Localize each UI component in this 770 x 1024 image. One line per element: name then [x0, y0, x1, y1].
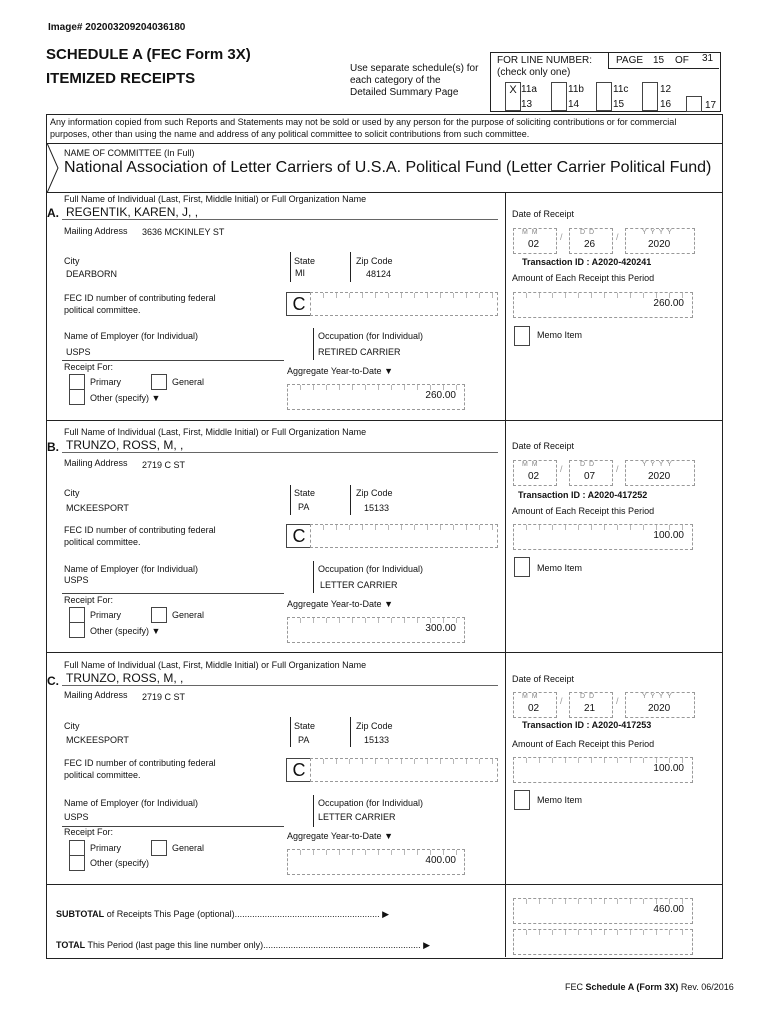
employer-value: USPS — [64, 812, 89, 822]
entry-letter: A. — [47, 206, 59, 220]
aggregate-value: 400.00 — [425, 855, 456, 866]
subtotal-input[interactable] — [513, 898, 693, 924]
receipt-for-label: Receipt For: — [64, 362, 114, 372]
fec-id-input[interactable] — [310, 292, 498, 316]
fec-id-label: FEC ID number of contributing federal political committee. — [64, 758, 216, 780]
zip-label: Zip Code — [356, 721, 393, 731]
state-value: PA — [298, 502, 310, 512]
memo-label: Memo Item — [537, 563, 583, 573]
date-of-receipt-label: Date of Receipt — [512, 441, 575, 451]
employer-label: Name of Employer (for Individual) — [64, 331, 199, 341]
occupation-label: Occupation (for Individual) — [318, 798, 424, 808]
line-14-label: 14 — [568, 99, 580, 110]
line-13-label: 13 — [521, 99, 533, 110]
other-checkbox[interactable] — [69, 856, 85, 871]
date-of-receipt-label: Date of Receipt — [512, 209, 575, 219]
checkbox-line-13[interactable] — [505, 96, 521, 111]
other-label: Other (specify) — [90, 858, 150, 868]
date-of-receipt-label: Date of Receipt — [512, 674, 575, 684]
line-12-label: 12 — [660, 84, 672, 95]
employer-label: Name of Employer (for Individual) — [64, 798, 199, 808]
committee-name: National Association of Letter Carriers of U.S.A. Political Fund (Letter Carrier Political Fund) — [64, 159, 712, 176]
zip-label: Zip Code — [356, 488, 393, 498]
memo-label: Memo Item — [537, 795, 583, 805]
mailing-label: Mailing Address — [64, 690, 128, 700]
primary-label: Primary — [90, 610, 121, 620]
other-checkbox[interactable] — [69, 390, 85, 405]
month-value: 02 — [528, 239, 540, 250]
contributor-name: TRUNZO, ROSS, M, , — [66, 438, 184, 452]
day-input[interactable]: D D 26 — [569, 228, 613, 254]
line-16-label: 16 — [660, 99, 672, 110]
page-label: PAGE — [616, 55, 644, 66]
schedule-instructions: Use separate schedule(s) for each category of the Detailed Summary Page — [350, 63, 479, 98]
occupation-value: LETTER CARRIER — [320, 580, 398, 590]
fec-id-c-box: C — [286, 758, 312, 782]
fec-id-c-box: C — [286, 292, 312, 316]
year-input[interactable]: Y Y Y Y 2020 — [625, 692, 695, 718]
employer-label: Name of Employer (for Individual) — [64, 564, 199, 574]
general-checkbox[interactable] — [151, 840, 167, 856]
occupation-value: LETTER CARRIER — [318, 812, 396, 822]
state-label: State — [294, 488, 316, 498]
amount-input[interactable] — [513, 757, 693, 783]
amount-label: Amount of Each Receipt this Period — [512, 739, 655, 749]
caret-down-icon: ▼ — [384, 599, 394, 609]
month-value: 02 — [528, 471, 540, 482]
zip-value: 15133 — [364, 735, 390, 745]
day-value: 26 — [584, 239, 596, 250]
committee-label: NAME OF COMMITTEE (In Full) — [64, 148, 195, 158]
subtotal-value: 460.00 — [653, 904, 684, 915]
aggregate-input[interactable] — [287, 617, 465, 643]
arrow-right-icon: ▶ — [423, 940, 431, 950]
amount-label: Amount of Each Receipt this Period — [512, 273, 655, 283]
year-value: 2020 — [648, 471, 671, 482]
form-title: SCHEDULE A (FEC Form 3X) — [46, 46, 251, 63]
total-label: TOTAL — [56, 940, 86, 950]
total-description: This Period (last page this line number only)............................................................... — [87, 940, 421, 950]
aggregate-value: 260.00 — [425, 390, 456, 401]
aggregate-label: Aggregate Year-to-Date — [287, 366, 382, 376]
caret-down-icon: ▼ — [151, 626, 161, 636]
year-input[interactable]: Y Y Y Y 2020 — [625, 228, 695, 254]
day-value: 21 — [584, 703, 596, 714]
general-checkbox[interactable] — [151, 607, 167, 623]
occupation-label: Occupation (for Individual) — [318, 331, 424, 341]
general-label: General — [172, 377, 205, 387]
full-name-label: Full Name of Individual (Last, First, Middle Initial) or Full Organization Name — [64, 427, 367, 437]
employer-value: USPS — [64, 575, 89, 585]
transaction-id: Transaction ID : A2020-420241 — [522, 257, 652, 267]
city-label: City — [64, 488, 80, 498]
subtotal-label: SUBTOTAL — [56, 909, 105, 919]
checkbox-line-15[interactable] — [596, 96, 612, 111]
entry-letter: C. — [47, 674, 59, 688]
primary-checkbox[interactable] — [69, 840, 85, 856]
of-label: OF — [675, 55, 689, 66]
memo-label: Memo Item — [537, 330, 583, 340]
occupation-label: Occupation (for Individual) — [318, 564, 424, 574]
amount-input[interactable] — [513, 524, 693, 550]
employer-value: USPS — [66, 347, 91, 357]
memo-checkbox[interactable] — [514, 790, 530, 810]
day-value: 07 — [584, 471, 596, 482]
aggregate-value: 300.00 — [425, 623, 456, 634]
check-only-one: (check only one) — [497, 67, 571, 78]
total-row — [56, 940, 430, 951]
line-11b-label: 11b — [568, 84, 584, 95]
state-label: State — [294, 256, 316, 266]
transaction-id: Transaction ID : A2020-417253 — [522, 720, 652, 730]
total-input[interactable] — [513, 929, 693, 955]
subtotal-row — [56, 909, 389, 920]
general-checkbox[interactable] — [151, 374, 167, 390]
aggregate-label: Aggregate Year-to-Date — [287, 831, 382, 841]
footer: FEC Schedule A (Form 3X) Rev. 06/2016 — [565, 982, 734, 992]
other-checkbox[interactable] — [69, 623, 85, 638]
year-value: 2020 — [648, 239, 671, 250]
other-label: Other (specify) — [90, 393, 150, 403]
memo-checkbox[interactable] — [514, 326, 530, 346]
occupation-value: RETIRED CARRIER — [318, 347, 401, 357]
line-15-label: 15 — [613, 99, 625, 110]
state-label: State — [294, 721, 316, 731]
amount-input[interactable] — [513, 292, 693, 318]
amount-value: 260.00 — [653, 298, 684, 309]
caret-down-icon: ▼ — [384, 831, 394, 841]
page-number: 15 — [653, 55, 665, 66]
subtotal-description: of Receipts This Page (optional).......................................................... — [106, 909, 380, 919]
image-id: Image# 202003209204036180 — [48, 22, 186, 33]
fec-id-label: FEC ID number of contributing federal political committee. — [64, 293, 216, 315]
general-label: General — [172, 843, 205, 853]
mailing-address: 2719 C ST — [142, 692, 186, 702]
checkbox-line-16[interactable] — [642, 96, 658, 111]
caret-down-icon: ▼ — [151, 393, 161, 403]
other-label: Other (specify) — [90, 626, 150, 636]
primary-label: Primary — [90, 377, 121, 387]
month-input[interactable]: M M 02 — [513, 692, 557, 718]
fec-id-input[interactable] — [310, 524, 498, 548]
checkbox-line-14[interactable] — [551, 96, 567, 111]
state-value: PA — [298, 735, 310, 745]
amount-value: 100.00 — [653, 763, 684, 774]
fec-id-c-box: C — [286, 524, 312, 548]
month-input[interactable]: M M 02 — [513, 460, 557, 486]
entry-letter: B. — [47, 440, 59, 454]
aggregate-label: Aggregate Year-to-Date — [287, 599, 382, 609]
year-value: 2020 — [648, 703, 671, 714]
receipt-for-label: Receipt For: — [64, 595, 114, 605]
memo-checkbox[interactable] — [514, 557, 530, 577]
mailing-address: 2719 C ST — [142, 460, 186, 470]
fec-id-label: FEC ID number of contributing federal political committee. — [64, 525, 216, 547]
day-input[interactable]: D D 21 — [569, 692, 613, 718]
aggregate-input[interactable] — [287, 384, 465, 410]
full-name-label: Full Name of Individual (Last, First, Middle Initial) or Full Organization Name — [64, 194, 367, 204]
mailing-label: Mailing Address — [64, 458, 128, 468]
amount-label: Amount of Each Receipt this Period — [512, 506, 655, 516]
arrow-right-icon: ▶ — [382, 909, 390, 919]
page-total: 31 — [702, 53, 714, 64]
year-input[interactable]: Y Y Y Y 2020 — [625, 460, 695, 486]
fec-id-input[interactable] — [310, 758, 498, 782]
aggregate-input[interactable] — [287, 849, 465, 875]
caret-down-icon: ▼ — [384, 366, 394, 376]
form-subtitle: ITEMIZED RECEIPTS — [46, 70, 196, 87]
state-value: MI — [295, 268, 305, 278]
day-input[interactable]: D D 07 — [569, 460, 613, 486]
line-number-label: FOR LINE NUMBER: — [497, 55, 593, 66]
month-input[interactable]: M M 02 — [513, 228, 557, 254]
line-11c-label: 11c — [613, 84, 629, 95]
zip-label: Zip Code — [356, 256, 393, 266]
amount-value: 100.00 — [653, 530, 684, 541]
primary-checkbox[interactable] — [69, 607, 85, 623]
primary-checkbox[interactable] — [69, 374, 85, 390]
general-label: General — [172, 610, 205, 620]
line-11a-label: 11a — [521, 84, 537, 95]
zip-value: 48124 — [366, 269, 392, 279]
contributor-name: REGENTIK, KAREN, J, , — [66, 205, 199, 219]
transaction-id: Transaction ID : A2020-417252 — [518, 490, 648, 500]
checkbox-line-11a[interactable]: X — [505, 82, 521, 98]
city-label: City — [64, 721, 80, 731]
receipt-for-label: Receipt For: — [64, 827, 114, 837]
city-value: MCKEESPORT — [66, 735, 129, 745]
month-value: 02 — [528, 703, 540, 714]
primary-label: Primary — [90, 843, 121, 853]
committee-bracket — [46, 143, 60, 193]
full-name-label: Full Name of Individual (Last, First, Middle Initial) or Full Organization Name — [64, 660, 367, 670]
checkbox-line-17[interactable] — [686, 96, 702, 112]
city-value: MCKEESPORT — [66, 503, 129, 513]
mailing-label: Mailing Address — [64, 226, 128, 236]
zip-value: 15133 — [364, 503, 390, 513]
mailing-address: 3636 MCKINLEY ST — [142, 227, 225, 237]
contributor-name: TRUNZO, ROSS, M, , — [66, 671, 184, 685]
city-value: DEARBORN — [66, 269, 118, 279]
disclaimer: Any information copied from such Reports and Statements may not be sold or used by any person for the purpose of soliciting contributions or for commercial purposes, other than using the name and address of any political committee to solicit contributions from such committee. — [50, 117, 677, 139]
line-17-label: 17 — [705, 100, 717, 111]
city-label: City — [64, 256, 80, 266]
